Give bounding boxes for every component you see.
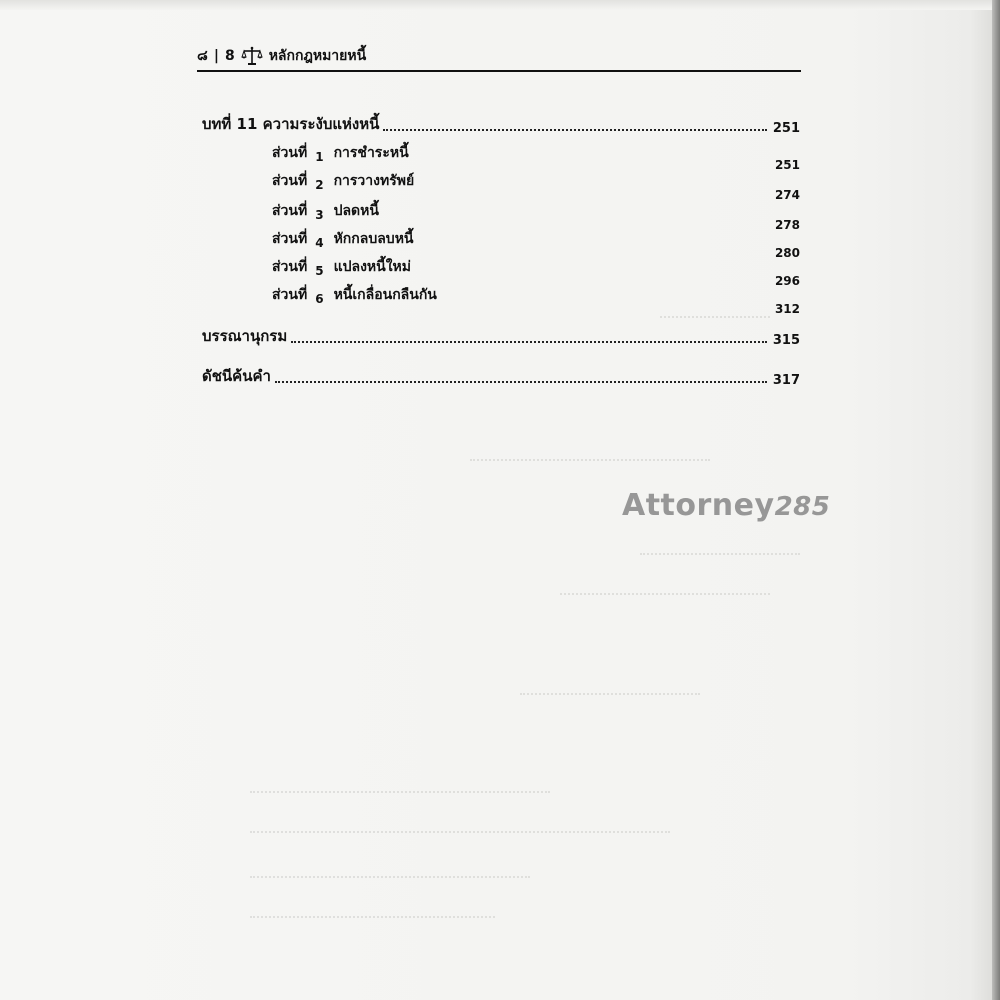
running-header [197, 44, 366, 68]
toc-page-number: 312 [774, 302, 800, 316]
toc-part-title: หักกลบลบหนี้ [333, 231, 414, 247]
page-right-edge [992, 0, 1000, 1000]
toc-chapter-row [202, 110, 800, 136]
bleed-through-line [520, 692, 700, 695]
toc-part-label: ส่วนที่ [272, 231, 308, 247]
toc-page-number: 296 [774, 274, 800, 288]
toc-part-row [272, 168, 800, 202]
header-page-number-thai: ๘ [197, 48, 208, 64]
dot-leader [383, 128, 766, 131]
toc-index-title: ดัชนีค้นคำ [202, 367, 271, 385]
toc-page-number: 274 [774, 188, 800, 202]
toc-part-number: 1 [315, 150, 324, 164]
bleed-through-line [560, 592, 770, 595]
watermark-number: 285 [774, 492, 831, 522]
toc-part-title: การวางทรัพย์ [333, 173, 415, 189]
toc-part-label: ส่วนที่ [272, 287, 308, 303]
header-page-number: 8 [224, 48, 235, 64]
toc-page-number: 251 [774, 158, 800, 172]
bleed-through-line [250, 915, 495, 918]
bleed-through-line [250, 875, 530, 878]
toc-part-row [272, 198, 800, 232]
bleed-through-line [660, 315, 770, 318]
toc-part-row [272, 140, 800, 172]
toc-part-row [272, 254, 800, 288]
toc-part-label: ส่วนที่ [272, 173, 308, 189]
toc-index-row [202, 362, 800, 388]
header-book-title: หลักกฎหมายหนี้ [268, 48, 367, 64]
page-top-edge [0, 0, 1000, 10]
watermark-text: Attorney [622, 488, 775, 523]
toc-page-number: 280 [774, 246, 800, 260]
toc-bibliography-row [202, 322, 800, 348]
toc-part-label: ส่วนที่ [272, 145, 308, 161]
toc-page-number: 315 [772, 333, 800, 348]
toc-part-number: 5 [315, 264, 324, 278]
watermark [622, 488, 830, 523]
toc-bibliography-title: บรรณานุกรม [202, 327, 288, 345]
toc-part-number: 2 [315, 178, 324, 192]
bleed-through-line [470, 458, 710, 461]
dot-leader [291, 340, 767, 343]
toc-chapter-title: บทที่ 11 ความระงับแห่งหนี้ [202, 115, 380, 133]
toc-part-label: ส่วนที่ [272, 203, 308, 219]
toc-part-number: 4 [315, 236, 324, 250]
toc-part-title: ปลดหนี้ [333, 203, 379, 219]
toc-part-label: ส่วนที่ [272, 259, 308, 275]
toc-part-number: 3 [315, 208, 324, 222]
toc-part-title: แปลงหนี้ใหม่ [333, 259, 411, 275]
toc-part-row [272, 226, 800, 260]
toc-page-number: 317 [772, 373, 800, 388]
scales-of-justice-icon [241, 46, 263, 66]
dot-leader [275, 380, 767, 383]
toc-page-number: 278 [774, 218, 800, 232]
bleed-through-line [250, 790, 550, 793]
bleed-through-line [640, 552, 800, 555]
toc-part-number: 6 [315, 292, 324, 306]
toc-part-title: การชำระหนี้ [333, 145, 409, 161]
header-separator: | [213, 48, 219, 64]
toc-part-row [272, 282, 800, 316]
bleed-through-line [250, 830, 670, 833]
header-rule [197, 70, 801, 72]
toc-part-title: หนี้เกลื่อนกลืนกัน [333, 287, 437, 303]
toc-page-number: 251 [772, 121, 800, 136]
